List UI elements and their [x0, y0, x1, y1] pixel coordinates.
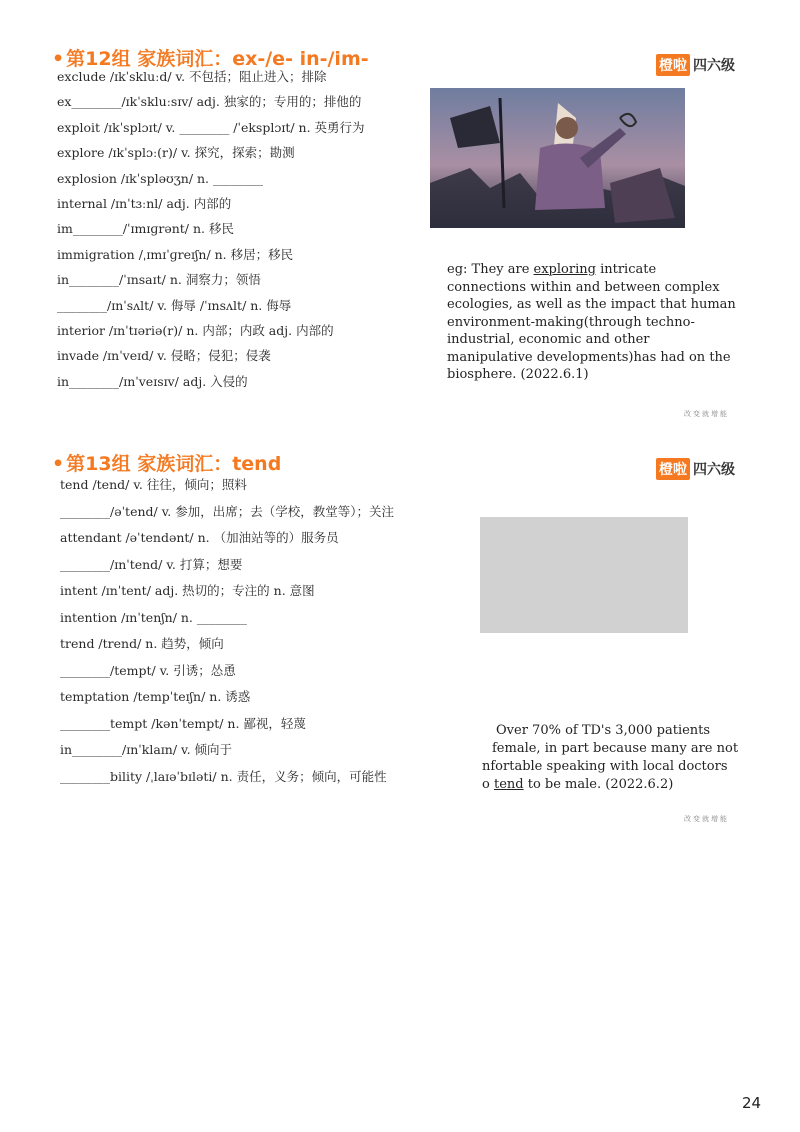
example-line: female, in part because many are not	[492, 741, 739, 756]
vocab-item: ________bility /ˌlaɪəˈbɪləti/ n. 责任，义务；倾向，可能性	[60, 768, 387, 784]
vocab-item: ________/əˈtend/ v. 参加，出席；去（学校，教堂等）；关注	[60, 503, 394, 519]
example-line	[447, 261, 736, 279]
vocab-item: temptation /tempˈteɪʃn/ n. 诱惑	[60, 689, 251, 704]
brand-logo: 橙啦	[656, 458, 690, 480]
title-bullet: •	[52, 48, 65, 70]
brand-level: 四六级	[693, 58, 735, 74]
vocab-item: ________tempt /kənˈtempt/ n. 鄙视，轻蔑	[60, 715, 306, 731]
example-line: nfortable speaking with local doctors	[482, 759, 728, 774]
section-12-title-text: 第12组 家族词汇：ex-/e- in-/im-	[66, 48, 369, 70]
vocab-item: in________/ˈɪnsaɪt/ n. 洞察力；领悟	[57, 272, 261, 288]
brand-badge-13	[656, 458, 735, 480]
example-text: eg: They are	[447, 262, 534, 277]
vocab-item: trend /trend/ n. 趋势，倾向	[60, 636, 224, 651]
vocab-item: ex________/ɪkˈskluːsɪv/ adj. 独家的；专用的；排他的	[57, 94, 362, 110]
example-line: manipulative developments)has had on the	[447, 349, 731, 365]
example-text: intricate	[595, 262, 657, 277]
vocab-item: exclude /ɪkˈskluːd/ v. 不包括；阻止进入；排除	[57, 69, 327, 84]
brand-logo: 橙啦	[656, 54, 690, 76]
vocab-item: in________/ɪnˈklaɪn/ v. 倾向于	[60, 742, 233, 757]
vocab-list-13	[60, 472, 460, 790]
example-sentence-12	[447, 261, 736, 384]
vocab-item: im________/ˈɪmɪɡrənt/ n. 移民	[57, 221, 234, 237]
example-line: environment-making(through techno-	[447, 314, 695, 330]
section-13-title-text: 第13组 家族词汇：tend	[66, 453, 282, 475]
example-line	[482, 776, 738, 794]
page-number: 24	[742, 1094, 762, 1112]
example-line: biosphere. (2022.6.1)	[447, 367, 589, 382]
example-line: ecologies, as well as the impact that human	[447, 297, 736, 312]
explorer-illustration-art	[430, 88, 685, 228]
vocab-item: attendant /əˈtendənt/ n. （加油站等的）服务员	[60, 530, 339, 545]
example-line: connections within and between complex	[447, 279, 720, 295]
brand-badge-12	[656, 54, 735, 76]
watermark-13: 改变就增能	[684, 815, 729, 823]
example-sentence-13	[482, 722, 738, 794]
vocab-item: intent /ɪnˈtent/ adj. 热切的；专注的 n. 意图	[60, 583, 315, 598]
vocab-item: internal /ɪnˈtɜːnl/ adj. 内部的	[57, 195, 232, 211]
vocab-item: exploit /ɪkˈsplɔɪt/ v. ________ /ˈeksplɔɪt/ n. 英勇行为	[57, 119, 365, 135]
image-placeholder	[480, 517, 688, 633]
example-text: to be male. (2022.6.2)	[523, 777, 674, 792]
vocab-item: ________/ɪnˈsʌlt/ v. 侮辱 /ˈɪnsʌlt/ n. 侮辱	[57, 297, 292, 313]
example-line: Over 70% of TD's 3,000 patients	[496, 723, 711, 738]
vocab-item: in________/ɪnˈveɪsɪv/ adj. 入侵的	[57, 373, 248, 389]
vocab-list-12	[57, 64, 457, 394]
vocab-item: explosion /ɪkˈspləʊʒn/ n. ________	[57, 170, 264, 186]
vocab-item: intention /ɪnˈtenʃn/ n. ________	[60, 609, 247, 625]
highlighted-word: tend	[493, 777, 524, 792]
highlighted-word: exploring	[533, 262, 596, 277]
title-bullet: •	[52, 453, 65, 475]
example-line: industrial, economic and other	[447, 332, 650, 347]
vocab-item: ________/ɪnˈtend/ v. 打算；想要	[60, 556, 243, 572]
brand-level: 四六级	[693, 462, 735, 478]
vocab-item: tend /tend/ v. 往往，倾向；照料	[60, 477, 247, 492]
vocab-item: explore /ɪkˈsplɔː(r)/ v. 探究，探索；勘测	[57, 145, 295, 161]
vocab-item: interior /ɪnˈtɪəriə(r)/ n. 内部；内政 adj. 内部的	[57, 322, 334, 338]
example-text: o	[482, 777, 494, 792]
explorer-illustration	[430, 88, 685, 228]
vocab-item: ________/tempt/ v. 引诱；怂恿	[60, 662, 236, 678]
watermark-12: 改变就增能	[684, 410, 729, 418]
vocab-item: immigration /ˌɪmɪˈɡreɪʃn/ n. 移居；移民	[57, 246, 294, 262]
vocab-item: invade /ɪnˈveɪd/ v. 侵略；侵犯；侵袭	[57, 348, 271, 364]
